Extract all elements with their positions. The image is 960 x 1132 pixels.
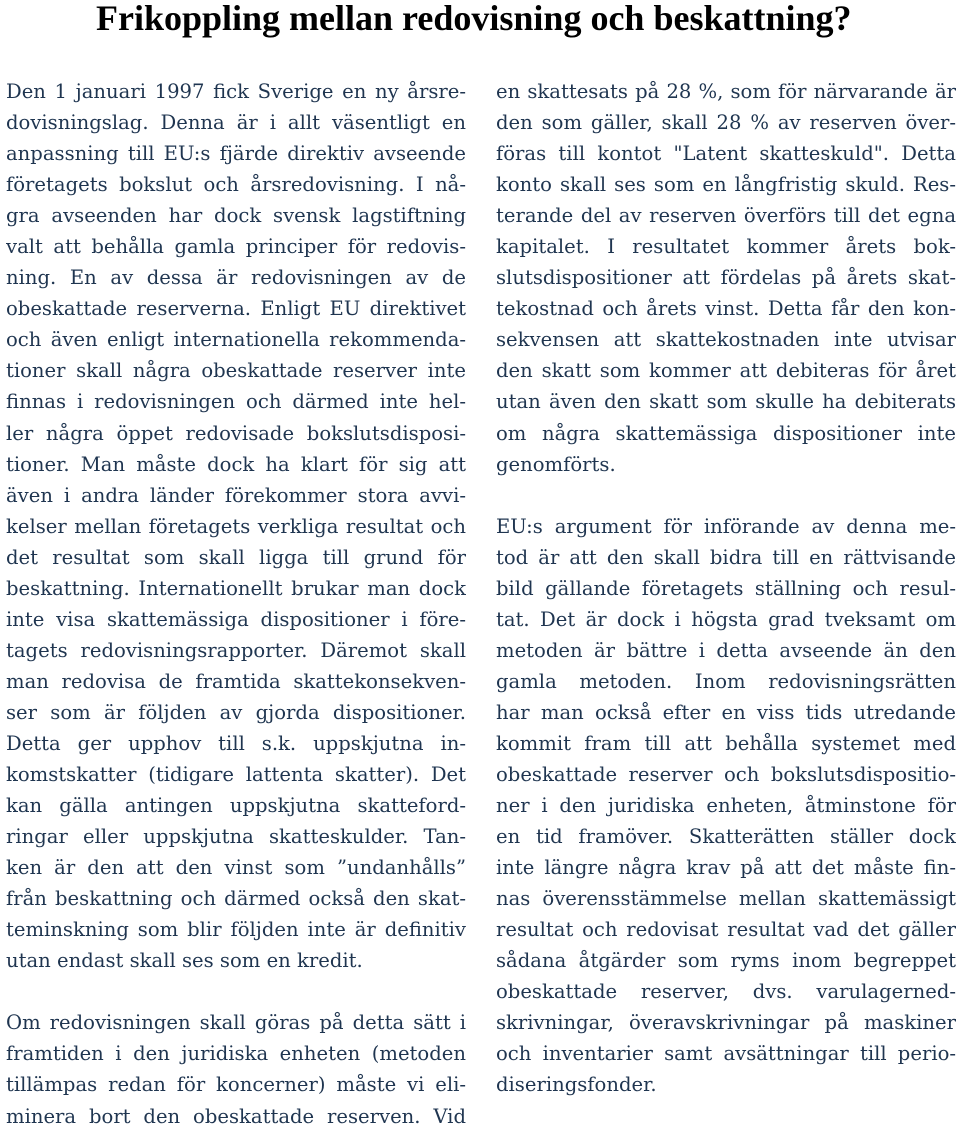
text-line: valt att behålla gamla principer för redovis- <box>6 235 466 259</box>
text-line: tioner. Man måste dock ha klart för sig att <box>6 452 466 476</box>
text-line: utan endast skall ses som en kredit. <box>6 949 363 973</box>
text-line: den skatt som kommer att debiteras för året <box>496 359 956 383</box>
text-line: tat. Det är dock i högsta grad tveksamt om <box>496 607 956 631</box>
text-line: från beskattning och därmed också den skat- <box>6 887 466 911</box>
text-line: en tid framöver. Skatterätten ställer dock <box>496 825 956 849</box>
text-line: Den 1 januari 1997 fick Sverige en ny årsre- <box>6 80 466 103</box>
text-line: metoden är bättre i detta avseende än den <box>496 638 956 662</box>
text-line: sekvensen att skattekostnaden inte utvisar <box>496 328 956 352</box>
text-line: kapitalet. I resultatet kommer årets bok- <box>496 235 956 259</box>
paragraph <box>496 511 956 1101</box>
text-line: obeskattade reserver och bokslutsdispositio- <box>496 762 956 786</box>
text-line: resultat och redovisat resultat vad det gäller <box>496 918 956 942</box>
paragraph <box>6 1007 466 1131</box>
text-line: ner i den juridiska enheten, åtminstone för <box>496 794 956 818</box>
text-line: slutsdispositioner att fördelas på årets skat- <box>496 266 956 290</box>
text-line: och även enligt internationella rekommenda- <box>6 328 466 352</box>
text-line: tagets redovisningsrapporter. Däremot skall <box>6 638 466 662</box>
paragraph-spacer <box>6 976 466 1007</box>
text-line: utan även den skatt som skulle ha debiterats <box>496 390 956 414</box>
text-line: bild gällande företagets ställning och resul- <box>496 576 956 600</box>
text-line: anpassning till EU:s fjärde direktiv avseende <box>6 142 466 166</box>
text-line: tillämpas redan för koncerner) måste vi eli- <box>6 1073 466 1097</box>
text-line: tekostnad och årets vinst. Detta får den kon- <box>496 297 956 321</box>
text-line: tod är att den skall bidra till en rättvisande <box>496 545 956 569</box>
text-line: diseringsfonder. <box>496 1073 657 1097</box>
text-line: tioner skall några obeskattade reserver inte <box>6 359 466 383</box>
page-title: Frikoppling mellan redovisning och beskattning? <box>96 0 852 38</box>
text-line: Detta ger upphov till s.k. uppskjutna in- <box>6 731 466 755</box>
text-line: inte visa skattemässiga dispositioner i före- <box>6 607 466 631</box>
text-line: genomförts. <box>496 452 616 476</box>
text-line: en skattesats på 28 %, som för närvarande är <box>496 80 956 103</box>
text-line: ler några öppet redovisade bokslutsdisposi- <box>6 421 466 445</box>
text-line: även i andra länder förekommer stora avvi- <box>6 483 466 507</box>
text-line: har man också efter en viss tids utredande <box>496 700 956 724</box>
text-line: EU:s argument för införande av denna me- <box>496 514 956 538</box>
text-line: obeskattade reserver, dvs. varulagerned- <box>496 980 956 1004</box>
text-line: teminskning som blir följden inte är definitiv <box>6 918 466 942</box>
paragraph <box>496 76 956 480</box>
text-line: konto skall ses som en långfristig skuld. Res- <box>496 173 956 197</box>
text-line: obeskattade reserverna. Enligt EU direktivet <box>6 297 466 321</box>
text-line: man redovisa de framtida skattekonsekven- <box>6 669 466 693</box>
text-line: finnas i redovisningen och därmed inte hel- <box>6 390 466 414</box>
text-line: kan gälla antingen uppskjutna skatteford- <box>6 794 466 818</box>
text-line: komstskatter (tidigare lattenta skatter). Det <box>6 763 466 787</box>
left-column <box>6 76 466 1132</box>
paragraph-spacer <box>496 480 956 511</box>
text-line: nas överensstämmelse mellan skattemässigt <box>496 887 956 911</box>
text-line: gra avseenden har dock svensk lagstiftning <box>6 204 466 228</box>
text-line: sådana åtgärder som ryms inom begreppet <box>496 949 956 973</box>
text-line: kommit fram till att behålla systemet med <box>496 731 956 755</box>
text-line: ning. En av dessa är redovisningen av de <box>6 266 466 290</box>
text-line: om några skattemässiga dispositioner inte <box>496 421 956 445</box>
paragraph <box>6 76 466 976</box>
text-line: ringar eller uppskjutna skatteskulder. Tan- <box>6 825 466 849</box>
right-column <box>496 76 956 1101</box>
text-line: dovisningslag. Denna är i allt väsentligt en <box>6 111 466 135</box>
text-line: Om redovisningen skall göras på detta sätt i <box>6 1011 466 1035</box>
text-line: framtiden i den juridiska enheten (metoden <box>6 1042 466 1066</box>
text-line: den som gäller, skall 28 % av reserven över- <box>496 111 956 135</box>
text-line: ken är den att den vinst som ”undanhålls” <box>6 856 466 880</box>
text-line: företagets bokslut och årsredovisning. I nå- <box>6 173 466 197</box>
text-line: ser som är följden av gjorda dispositioner. <box>6 700 466 724</box>
text-line: föras till kontot "Latent skatteskuld". Detta <box>496 142 956 166</box>
text-line: beskattning. Internationellt brukar man dock <box>6 576 466 600</box>
text-line: terande del av reserven överförs till det egna <box>496 204 956 228</box>
text-line: kelser mellan företagets verkliga resultat och <box>6 514 466 538</box>
text-line: minera bort den obeskattade reserven. Vid <box>6 1104 466 1128</box>
text-line: gamla metoden. Inom redovisningsrätten <box>496 669 956 693</box>
text-line: skrivningar, överavskrivningar på maskiner <box>496 1011 956 1035</box>
text-line: inte längre några krav på att det måste fin- <box>496 856 956 880</box>
text-line: det resultat som skall ligga till grund för <box>6 545 466 569</box>
text-line: och inventarier samt avsättningar till perio- <box>496 1042 956 1066</box>
